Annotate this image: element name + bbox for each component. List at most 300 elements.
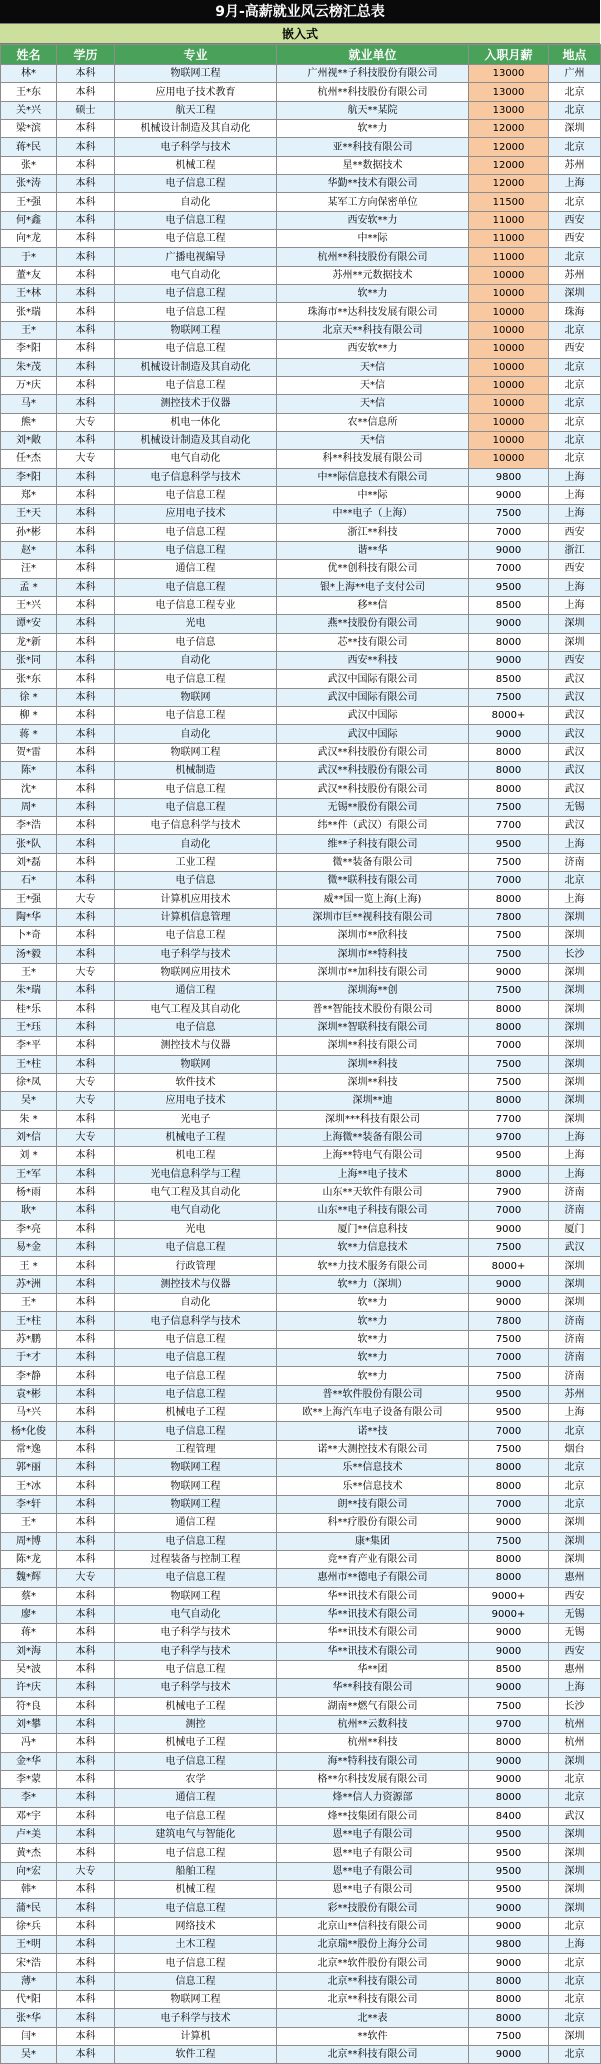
cell-employer: 深圳**科技 bbox=[277, 1055, 469, 1073]
cell-location: 深圳 bbox=[549, 1275, 601, 1293]
cell-degree: 本科 bbox=[57, 1202, 115, 1220]
cell-degree: 本科 bbox=[57, 743, 115, 761]
cell-major: 电子信息工程 bbox=[115, 230, 277, 248]
cell-employer: 芯**技有限公司 bbox=[277, 633, 469, 651]
cell-salary: 9500 bbox=[469, 1881, 549, 1899]
cell-name: 谭*安 bbox=[1, 615, 57, 633]
cell-salary: 9500 bbox=[469, 1404, 549, 1422]
cell-location: 北京 bbox=[549, 83, 601, 101]
cell-name: 卜*奇 bbox=[1, 927, 57, 945]
cell-employer: 格**尔科技发展有限公司 bbox=[277, 1770, 469, 1788]
table-row bbox=[1, 285, 601, 303]
cell-major: 电子信息工程 bbox=[115, 1385, 277, 1403]
cell-major: 建筑电气与智能化 bbox=[115, 1826, 277, 1844]
cell-major: 机电一体化 bbox=[115, 413, 277, 431]
cell-location: 深圳 bbox=[549, 1000, 601, 1018]
cell-employer: 深圳**智联科技有限公司 bbox=[277, 1018, 469, 1036]
cell-location: 上海 bbox=[549, 486, 601, 504]
cell-major: 电子信息工程 bbox=[115, 211, 277, 229]
cell-degree: 本科 bbox=[57, 1239, 115, 1257]
cell-degree: 本科 bbox=[57, 1037, 115, 1055]
cell-major: 物联网工程 bbox=[115, 1587, 277, 1605]
cell-name: 苏*洲 bbox=[1, 1275, 57, 1293]
cell-major: 机械电子工程 bbox=[115, 1697, 277, 1715]
cell-salary: 7500 bbox=[469, 1367, 549, 1385]
table-row bbox=[1, 853, 601, 871]
table-row bbox=[1, 1881, 601, 1899]
cell-salary: 8000 bbox=[469, 1991, 549, 2009]
cell-employer: 深圳市**欣科技 bbox=[277, 927, 469, 945]
cell-major: 电子信息科学与技术 bbox=[115, 468, 277, 486]
cell-employer: 西安**科技 bbox=[277, 652, 469, 670]
cell-location: 西安 bbox=[549, 560, 601, 578]
table-row bbox=[1, 1239, 601, 1257]
cell-location: 上海 bbox=[549, 890, 601, 908]
cell-salary: 8000 bbox=[469, 1000, 549, 1018]
cell-salary: 9000 bbox=[469, 486, 549, 504]
cell-degree: 本科 bbox=[57, 266, 115, 284]
cell-degree: 本科 bbox=[57, 1385, 115, 1403]
cell-salary: 13000 bbox=[469, 83, 549, 101]
cell-name: 李*亮 bbox=[1, 1220, 57, 1238]
table-row bbox=[1, 1624, 601, 1642]
cell-degree: 本科 bbox=[57, 762, 115, 780]
cell-salary: 8500 bbox=[469, 596, 549, 614]
cell-degree: 本科 bbox=[57, 120, 115, 138]
cell-degree: 本科 bbox=[57, 1734, 115, 1752]
cell-name: 沈* bbox=[1, 780, 57, 798]
cell-location: 长沙 bbox=[549, 945, 601, 963]
table-row bbox=[1, 1183, 601, 1201]
cell-employer: 航天**某院 bbox=[277, 101, 469, 119]
table-row bbox=[1, 1642, 601, 1660]
cell-major: 光电子 bbox=[115, 1110, 277, 1128]
cell-major: 电子信息 bbox=[115, 1018, 277, 1036]
cell-major: 电子信息工程 bbox=[115, 670, 277, 688]
cell-name: 汤*毅 bbox=[1, 945, 57, 963]
cell-major: 机械设计制造及其自动化 bbox=[115, 120, 277, 138]
cell-salary: 9000 bbox=[469, 652, 549, 670]
cell-degree: 本科 bbox=[57, 1312, 115, 1330]
cell-salary: 7500 bbox=[469, 2027, 549, 2045]
cell-name: 许*庆 bbox=[1, 1679, 57, 1697]
cell-degree: 大专 bbox=[57, 1569, 115, 1587]
cell-name: 向*宏 bbox=[1, 1862, 57, 1880]
cell-degree: 大专 bbox=[57, 890, 115, 908]
cell-major: 测控技术与仪器 bbox=[115, 1275, 277, 1293]
cell-name: 朱 * bbox=[1, 1110, 57, 1128]
cell-employer: 深圳**科技 bbox=[277, 1073, 469, 1091]
cell-employer: 彩**技股份有限公司 bbox=[277, 1899, 469, 1917]
cell-major: 电子信息工程 bbox=[115, 1752, 277, 1770]
table-row bbox=[1, 615, 601, 633]
cell-name: 刘*海 bbox=[1, 1642, 57, 1660]
table-row bbox=[1, 1110, 601, 1128]
cell-degree: 本科 bbox=[57, 1936, 115, 1954]
cell-location: 深圳 bbox=[549, 285, 601, 303]
cell-major: 电子科学与技术 bbox=[115, 945, 277, 963]
cell-major: 电子信息工程 bbox=[115, 1954, 277, 1972]
cell-degree: 本科 bbox=[57, 156, 115, 174]
cell-salary: 11000 bbox=[469, 211, 549, 229]
cell-major: 物联网 bbox=[115, 1055, 277, 1073]
cell-degree: 本科 bbox=[57, 1018, 115, 1036]
cell-salary: 7500 bbox=[469, 1055, 549, 1073]
table-row bbox=[1, 560, 601, 578]
cell-employer: 深圳**迪 bbox=[277, 1092, 469, 1110]
table-row bbox=[1, 101, 601, 119]
cell-salary: 7000 bbox=[469, 1495, 549, 1513]
cell-degree: 本科 bbox=[57, 395, 115, 413]
table-row bbox=[1, 817, 601, 835]
cell-location: 北京 bbox=[549, 1495, 601, 1513]
cell-name: 薄* bbox=[1, 1972, 57, 1990]
cell-name: 李* bbox=[1, 1789, 57, 1807]
cell-location: 苏州 bbox=[549, 266, 601, 284]
cell-location: 武汉 bbox=[549, 817, 601, 835]
cell-employer: 深圳市**特科技 bbox=[277, 945, 469, 963]
cell-employer: 武汉中国际有限公司 bbox=[277, 670, 469, 688]
cell-location: 北京 bbox=[549, 321, 601, 339]
table-row bbox=[1, 2046, 601, 2064]
cell-major: 电子科学与技术 bbox=[115, 1679, 277, 1697]
cell-employer: 乐**信息技术 bbox=[277, 1459, 469, 1477]
cell-name: 郭*丽 bbox=[1, 1459, 57, 1477]
cell-salary: 8000 bbox=[469, 1459, 549, 1477]
cell-employer: 深圳市巨**视科技有限公司 bbox=[277, 908, 469, 926]
cell-major: 船舶工程 bbox=[115, 1862, 277, 1880]
cell-major: 通信工程 bbox=[115, 560, 277, 578]
cell-employer: 诺**大测控技术有限公司 bbox=[277, 1440, 469, 1458]
cell-location: 无锡 bbox=[549, 1605, 601, 1623]
table-row bbox=[1, 211, 601, 229]
cell-location: 武汉 bbox=[549, 1807, 601, 1825]
table-row bbox=[1, 1917, 601, 1935]
cell-location: 北京 bbox=[549, 101, 601, 119]
cell-degree: 大专 bbox=[57, 1092, 115, 1110]
table-row bbox=[1, 1055, 601, 1073]
cell-location: 广州 bbox=[549, 65, 601, 83]
cell-salary: 7500 bbox=[469, 505, 549, 523]
cell-degree: 本科 bbox=[57, 1807, 115, 1825]
cell-salary: 9000 bbox=[469, 1679, 549, 1697]
cell-salary: 7000 bbox=[469, 560, 549, 578]
column-header-location: 地点 bbox=[549, 45, 601, 65]
cell-degree: 本科 bbox=[57, 982, 115, 1000]
cell-major: 广播电视编导 bbox=[115, 248, 277, 266]
cell-location: 济南 bbox=[549, 1312, 601, 1330]
cell-location: 北京 bbox=[549, 872, 601, 890]
cell-location: 苏州 bbox=[549, 156, 601, 174]
cell-salary: 7700 bbox=[469, 817, 549, 835]
cell-degree: 大专 bbox=[57, 963, 115, 981]
cell-employer: 深圳市**加科技有限公司 bbox=[277, 963, 469, 981]
cell-degree: 本科 bbox=[57, 1605, 115, 1623]
cell-degree: 本科 bbox=[57, 1679, 115, 1697]
table-row bbox=[1, 1770, 601, 1788]
table-row bbox=[1, 230, 601, 248]
cell-major: 物联网工程 bbox=[115, 1495, 277, 1513]
table-row bbox=[1, 376, 601, 394]
cell-location: 深圳 bbox=[549, 1110, 601, 1128]
cell-degree: 本科 bbox=[57, 1550, 115, 1568]
category-subtitle: 嵌入式 bbox=[0, 24, 600, 44]
cell-major: 自动化 bbox=[115, 835, 277, 853]
table-row bbox=[1, 1899, 601, 1917]
cell-name: 王 * bbox=[1, 1257, 57, 1275]
table-row bbox=[1, 1367, 601, 1385]
cell-salary: 9000 bbox=[469, 1220, 549, 1238]
cell-salary: 10000 bbox=[469, 431, 549, 449]
cell-name: 徐*凤 bbox=[1, 1073, 57, 1091]
cell-major: 电子信息工程专业 bbox=[115, 596, 277, 614]
cell-name: 王* bbox=[1, 1514, 57, 1532]
cell-name: 熊* bbox=[1, 413, 57, 431]
table-row bbox=[1, 578, 601, 596]
cell-major: 电子科学与技术 bbox=[115, 1624, 277, 1642]
cell-major: 电子信息工程 bbox=[115, 578, 277, 596]
cell-employer: 微**联科技有限公司 bbox=[277, 872, 469, 890]
cell-major: 自动化 bbox=[115, 1294, 277, 1312]
cell-employer: 杭州**科技股份有限公司 bbox=[277, 83, 469, 101]
cell-degree: 本科 bbox=[57, 1917, 115, 1935]
cell-location: 上海 bbox=[549, 835, 601, 853]
cell-salary: 9800 bbox=[469, 468, 549, 486]
cell-location: 北京 bbox=[549, 358, 601, 376]
cell-degree: 本科 bbox=[57, 798, 115, 816]
cell-employer: 纬**件（武汉）有限公司 bbox=[277, 817, 469, 835]
cell-degree: 大专 bbox=[57, 1073, 115, 1091]
cell-location: 深圳 bbox=[549, 1532, 601, 1550]
table-row bbox=[1, 138, 601, 156]
cell-employer: 珠海市**达科技发展有限公司 bbox=[277, 303, 469, 321]
cell-name: 董*友 bbox=[1, 266, 57, 284]
cell-salary: 8000 bbox=[469, 633, 549, 651]
cell-degree: 本科 bbox=[57, 468, 115, 486]
cell-name: 周* bbox=[1, 798, 57, 816]
cell-employer: 中**际 bbox=[277, 486, 469, 504]
cell-employer: 恩**电子有限公司 bbox=[277, 1844, 469, 1862]
table-row bbox=[1, 175, 601, 193]
cell-employer: 燕**技股份有限公司 bbox=[277, 615, 469, 633]
cell-employer: 软**力信息技术 bbox=[277, 1239, 469, 1257]
cell-name: 孙*彬 bbox=[1, 523, 57, 541]
cell-degree: 本科 bbox=[57, 1660, 115, 1678]
cell-degree: 本科 bbox=[57, 1165, 115, 1183]
cell-degree: 本科 bbox=[57, 1715, 115, 1733]
cell-salary: 8500 bbox=[469, 670, 549, 688]
cell-location: 上海 bbox=[549, 1165, 601, 1183]
cell-degree: 本科 bbox=[57, 872, 115, 890]
cell-degree: 本科 bbox=[57, 633, 115, 651]
cell-major: 机械设计制造及其自动化 bbox=[115, 358, 277, 376]
cell-degree: 本科 bbox=[57, 1055, 115, 1073]
cell-employer: 康*集团 bbox=[277, 1532, 469, 1550]
cell-location: 济南 bbox=[549, 1202, 601, 1220]
cell-name: 王*冰 bbox=[1, 1477, 57, 1495]
cell-location: 北京 bbox=[549, 376, 601, 394]
cell-employer: 武汉中国际有限公司 bbox=[277, 688, 469, 706]
cell-location: 深圳 bbox=[549, 963, 601, 981]
cell-name: 金*华 bbox=[1, 1752, 57, 1770]
cell-major: 机械设计制造及其自动化 bbox=[115, 431, 277, 449]
cell-employer: 烽**信人力资源部 bbox=[277, 1789, 469, 1807]
cell-degree: 本科 bbox=[57, 1110, 115, 1128]
table-row bbox=[1, 688, 601, 706]
cell-degree: 本科 bbox=[57, 1183, 115, 1201]
table-row bbox=[1, 1532, 601, 1550]
cell-employer: 恩**电子有限公司 bbox=[277, 1826, 469, 1844]
cell-degree: 本科 bbox=[57, 1147, 115, 1165]
cell-location: 西安 bbox=[549, 1642, 601, 1660]
cell-major: 机械电子工程 bbox=[115, 1128, 277, 1146]
table-row bbox=[1, 1715, 601, 1733]
table-row bbox=[1, 321, 601, 339]
cell-employer: 华**讯技术有限公司 bbox=[277, 1624, 469, 1642]
cell-name: 王*柱 bbox=[1, 1055, 57, 1073]
cell-degree: 本科 bbox=[57, 523, 115, 541]
cell-salary: 7500 bbox=[469, 688, 549, 706]
cell-name: 韩* bbox=[1, 1881, 57, 1899]
cell-major: 电子信息工程 bbox=[115, 285, 277, 303]
cell-name: 袁*彬 bbox=[1, 1385, 57, 1403]
table-row bbox=[1, 266, 601, 284]
cell-location: 厦门 bbox=[549, 1220, 601, 1238]
cell-salary: 7000 bbox=[469, 872, 549, 890]
cell-salary: 9000 bbox=[469, 1954, 549, 1972]
cell-salary: 8000 bbox=[469, 1092, 549, 1110]
table-row bbox=[1, 395, 601, 413]
cell-salary: 7000 bbox=[469, 1202, 549, 1220]
table-row bbox=[1, 835, 601, 853]
cell-location: 武汉 bbox=[549, 670, 601, 688]
cell-major: 电子信息工程 bbox=[115, 303, 277, 321]
cell-name: 易*金 bbox=[1, 1239, 57, 1257]
cell-major: 电子信息 bbox=[115, 633, 277, 651]
cell-salary: 7500 bbox=[469, 853, 549, 871]
cell-name: 王*强 bbox=[1, 890, 57, 908]
cell-location: 深圳 bbox=[549, 2027, 601, 2045]
cell-name: 王*珏 bbox=[1, 1018, 57, 1036]
cell-degree: 本科 bbox=[57, 1697, 115, 1715]
cell-name: 冯* bbox=[1, 1734, 57, 1752]
cell-name: 张*瑞 bbox=[1, 303, 57, 321]
cell-location: 上海 bbox=[549, 1936, 601, 1954]
cell-major: 通信工程 bbox=[115, 1514, 277, 1532]
cell-employer: 北京**科技有限公司 bbox=[277, 1991, 469, 2009]
cell-name: 张*华 bbox=[1, 2009, 57, 2027]
cell-location: 上海 bbox=[549, 468, 601, 486]
cell-name: 朱*瑞 bbox=[1, 982, 57, 1000]
cell-employer: 北**表 bbox=[277, 2009, 469, 2027]
cell-major: 电子信息工程 bbox=[115, 1239, 277, 1257]
cell-salary: 7500 bbox=[469, 798, 549, 816]
cell-name: 王* bbox=[1, 1294, 57, 1312]
cell-salary: 7000 bbox=[469, 1422, 549, 1440]
sheet-title: 9月-高薪就业风云榜汇总表 bbox=[0, 0, 600, 24]
cell-name: 张*同 bbox=[1, 652, 57, 670]
cell-degree: 本科 bbox=[57, 1826, 115, 1844]
cell-employer: 软**力 bbox=[277, 285, 469, 303]
cell-employer: 诺**技 bbox=[277, 1422, 469, 1440]
cell-name: 林* bbox=[1, 65, 57, 83]
table-row bbox=[1, 156, 601, 174]
cell-salary: 9700 bbox=[469, 1715, 549, 1733]
table-row bbox=[1, 670, 601, 688]
cell-degree: 本科 bbox=[57, 725, 115, 743]
cell-name: 王*东 bbox=[1, 83, 57, 101]
cell-employer: 银*上海**电子支付公司 bbox=[277, 578, 469, 596]
cell-salary: 9000 bbox=[469, 1275, 549, 1293]
cell-major: 应用电子技术 bbox=[115, 1092, 277, 1110]
cell-employer: 农**信息所 bbox=[277, 413, 469, 431]
table-row bbox=[1, 963, 601, 981]
cell-major: 电子信息工程 bbox=[115, 1532, 277, 1550]
cell-degree: 本科 bbox=[57, 486, 115, 504]
cell-name: 桂*乐 bbox=[1, 1000, 57, 1018]
cell-employer: 北京**软件股份有限公司 bbox=[277, 1954, 469, 1972]
cell-employer: 上海微**装备有限公司 bbox=[277, 1128, 469, 1146]
cell-name: 王*强 bbox=[1, 193, 57, 211]
cell-degree: 本科 bbox=[57, 1972, 115, 1990]
cell-employer: 朗**技有限公司 bbox=[277, 1495, 469, 1513]
cell-name: 李*蒙 bbox=[1, 1770, 57, 1788]
table-row bbox=[1, 83, 601, 101]
cell-employer: 软**力 bbox=[277, 1312, 469, 1330]
table-row bbox=[1, 1826, 601, 1844]
cell-location: 济南 bbox=[549, 1367, 601, 1385]
table-row bbox=[1, 1679, 601, 1697]
cell-major: 电气自动化 bbox=[115, 266, 277, 284]
cell-name: 赵* bbox=[1, 541, 57, 559]
cell-degree: 大专 bbox=[57, 1862, 115, 1880]
cell-degree: 本科 bbox=[57, 596, 115, 614]
cell-location: 北京 bbox=[549, 1789, 601, 1807]
cell-name: 刘*攀 bbox=[1, 1715, 57, 1733]
cell-employer: 某军工方向保密单位 bbox=[277, 193, 469, 211]
cell-location: 烟台 bbox=[549, 1440, 601, 1458]
cell-employer: 乐**信息技术 bbox=[277, 1477, 469, 1495]
cell-name: 陈* bbox=[1, 762, 57, 780]
cell-location: 西安 bbox=[549, 523, 601, 541]
cell-location: 无锡 bbox=[549, 1624, 601, 1642]
cell-name: 朱*茂 bbox=[1, 358, 57, 376]
cell-employer: 威**国一览上海(上海) bbox=[277, 890, 469, 908]
cell-name: 王*林 bbox=[1, 285, 57, 303]
table-row bbox=[1, 982, 601, 1000]
cell-name: 贺*雷 bbox=[1, 743, 57, 761]
cell-degree: 本科 bbox=[57, 560, 115, 578]
table-row bbox=[1, 2027, 601, 2045]
cell-degree: 本科 bbox=[57, 2009, 115, 2027]
table-row bbox=[1, 1569, 601, 1587]
cell-employer: 武汉中国际 bbox=[277, 707, 469, 725]
cell-major: 机械工程 bbox=[115, 156, 277, 174]
cell-major: 电子信息工程 bbox=[115, 376, 277, 394]
cell-salary: 7800 bbox=[469, 1312, 549, 1330]
cell-employer: 科**疗股份有限公司 bbox=[277, 1514, 469, 1532]
cell-employer: 武汉中国际 bbox=[277, 725, 469, 743]
cell-name: 符*良 bbox=[1, 1697, 57, 1715]
cell-employer: 优**创科技有限公司 bbox=[277, 560, 469, 578]
cell-name: 万*庆 bbox=[1, 376, 57, 394]
cell-name: 李*阳 bbox=[1, 340, 57, 358]
cell-major: 光电信息科学与工程 bbox=[115, 1165, 277, 1183]
cell-location: 北京 bbox=[549, 2046, 601, 2064]
cell-employer: 谐**华 bbox=[277, 541, 469, 559]
cell-employer: 软**力技术服务有限公司 bbox=[277, 1257, 469, 1275]
cell-name: 宋*浩 bbox=[1, 1954, 57, 1972]
